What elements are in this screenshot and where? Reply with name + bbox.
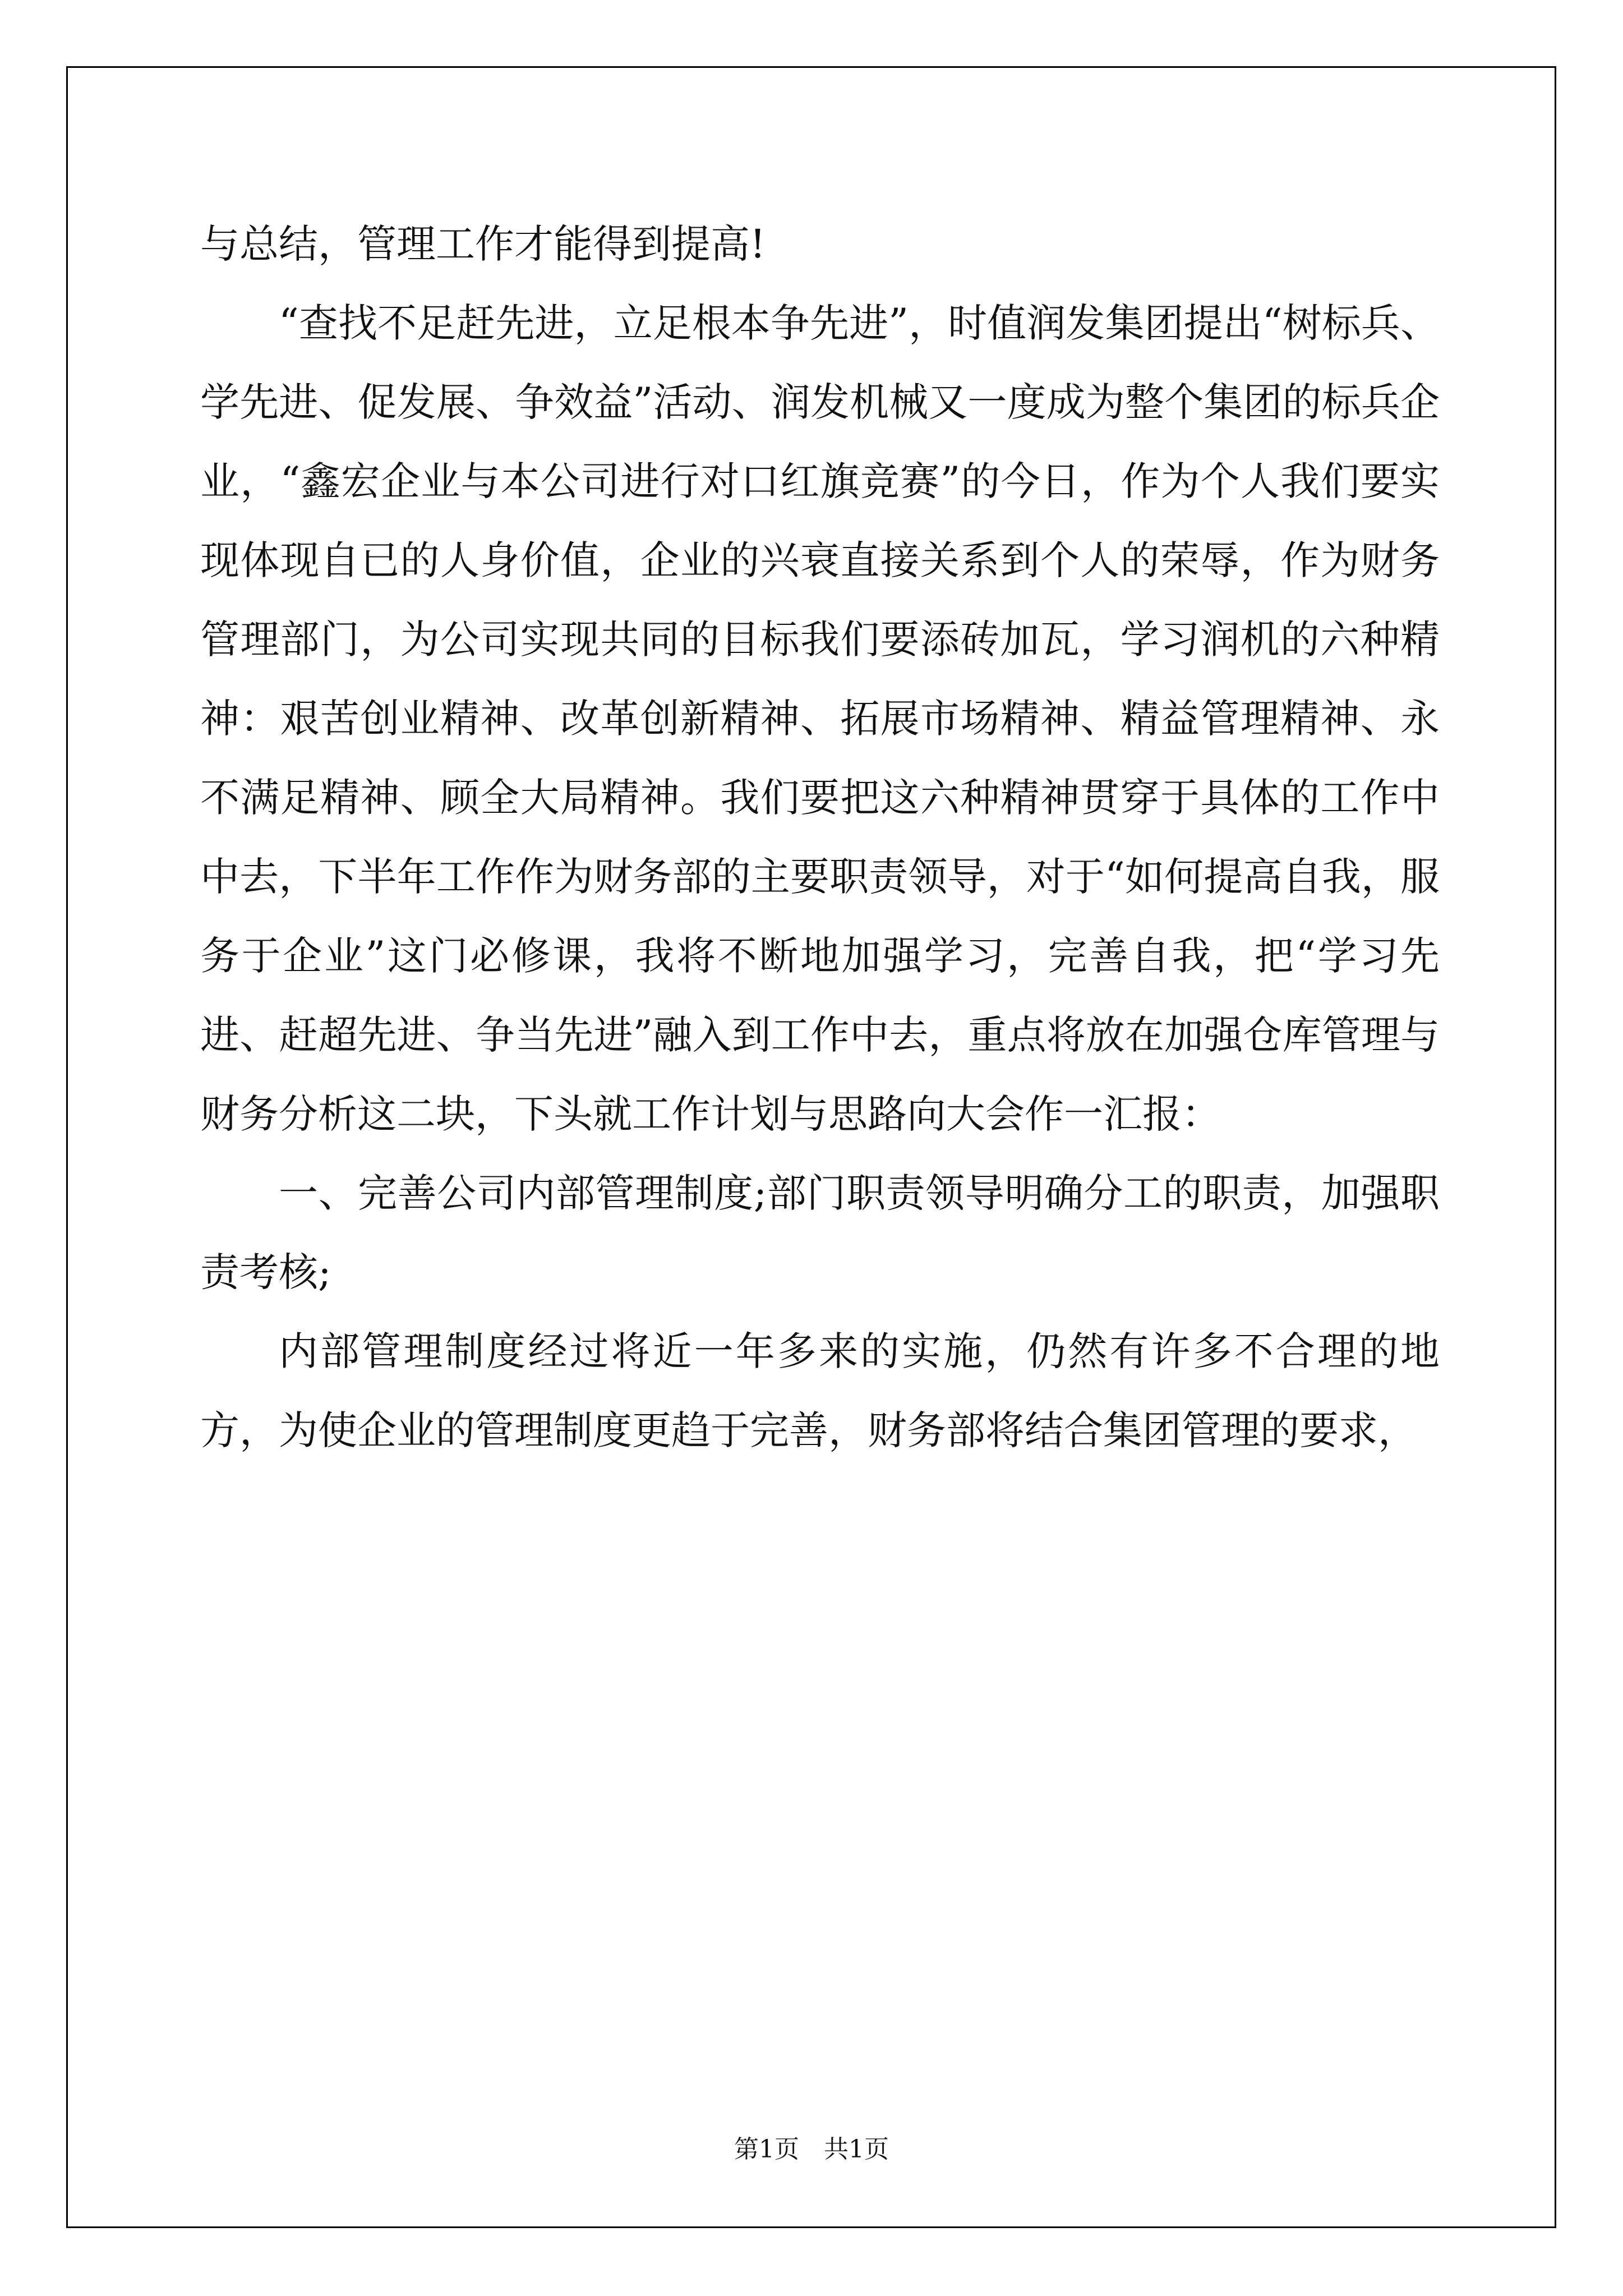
paragraph-1: 与总结，管理工作才能得到提高!	[200, 221, 766, 267]
paragraph-3: 一、完善公司内部管理制度;部门职责领导明确分工的职责，加强职责考核;	[200, 1170, 1440, 1295]
document-body	[200, 205, 1440, 1470]
paragraph-2: “查找不足赶先进，立足根本争先进”，时值润发集团提出“树标兵、学先进、促发展、争效益”活动、润发机械又一度成为整个集团的标兵企业，“鑫宏企业与本公司进行对口红旗竞赛”的今日，作为个人我们要实现体现自已的人身价值，企业的兴衰直接关系到个人的荣辱，作为财务管理部门，为公司实现共同的目标我们要添砖加瓦，学习润机的六种精神：艰苦创业精神、改革创新精神、拓展市场精神、精益管理精神、永不满足精神、顾全大局精神。我们要把这六种精神贯穿于具体的工作中中去，下半年工作作为财务部的主要职责领导，对于“如何提高自我，服务于企业”这门必修课，我将不断地加强学习，完善自我，把“学习先进、赶超先进、争当先进”融入到工作中去，重点将放在加强仓库管理与财务分析这二块，下头就工作计划与思路向大会作一汇报：	[200, 300, 1440, 1137]
page-footer: 第1页 共1页	[734, 2135, 889, 2164]
paragraph-4: 内部管理制度经过将近一年多来的实施，仍然有许多不合理的地方，为使企业的管理制度更趋于完善，财务部将结合集团管理的要求，	[200, 1328, 1440, 1453]
